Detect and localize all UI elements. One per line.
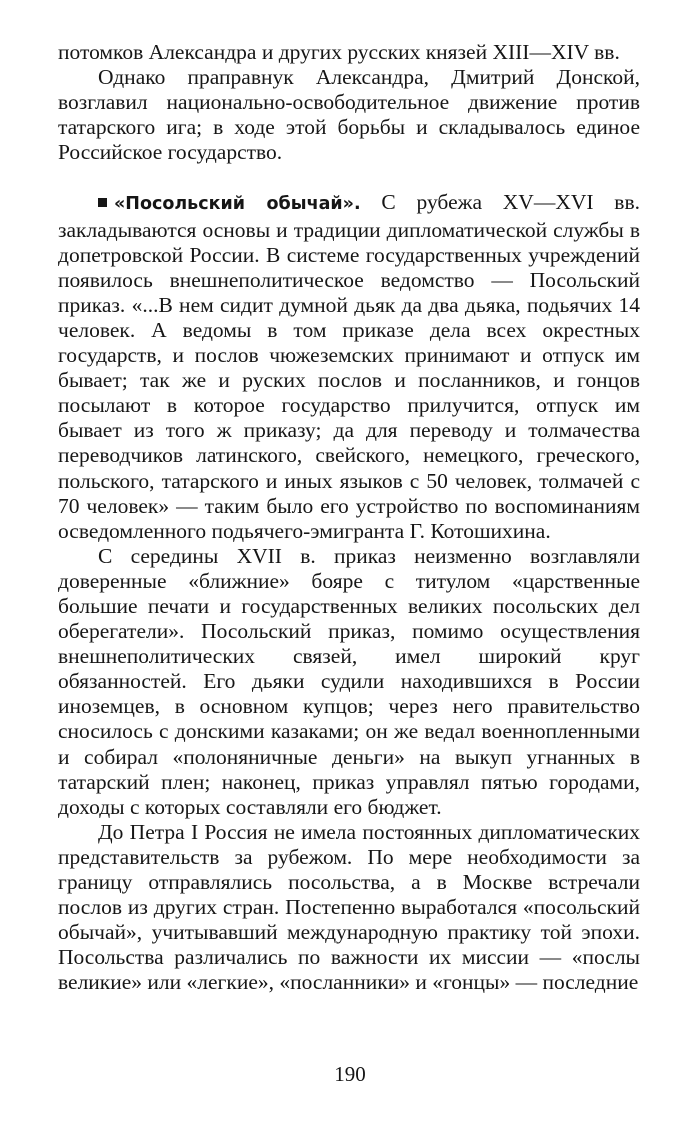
section-spacer [58,165,640,190]
paragraph-before-peter: До Петра I Россия не имела постоянных дипломатических представительств за рубежом. По мере необходимости за границу отправлялись посольства, а в Москве встречали послов из других стран. Постепенно выработался «посольский обычай», учитывавший международную практику той эпохи. Посольства различались по важности их миссии — «послы великие» или «легкие», «посланники» и «гонцы» — последние [58,819,640,995]
section-heading: «Посольский обычай». [114,194,361,215]
page-number: 190 [334,1062,366,1086]
page-body [58,40,640,995]
paragraph-dmitry-donskoy: Однако праправнук Александра, Дмитрий Донской, возглавил национально-освободительное движение против татарского ига; в ходе этой борьбы и складывалось единое Российское государство. [58,65,640,165]
paragraph-posolsky-obychai [58,190,640,543]
paragraph-prikaz-duties: С середины XVII в. приказ неизменно возглавляли доверенные «ближние» бояре с титулом «царственные большие печати и государственных великих посольских дел оберегатели». Посольский приказ, помимо осуществления внешнеполитических связей, имел широкий круг обязанностей. Его дьяки судили находившихся в России иноземцев, в основном купцов; через него правительство сносилось с донскими казаками; он же ведал военнопленными и собирал «полоняничные деньги» на выкуп угнанных в татарский плен; наконец, приказ управлял пятью городами, доходы с которых составляли его бюджет. [58,543,640,819]
section-bullet-icon [98,198,107,207]
paragraph-continuation: потомков Александра и других русских князей XIII—XIV вв. [58,40,620,64]
section-body-text: С рубежа XV—XVI вв. закладываются основы и традиции дипломатической службы в допетровской России. В системе государственных учреждений появилось внешнеполитическое ведомство — Посольский приказ. «...В нем сидит думной дьяк да два дьяка, подьячих 14 человек. А ведомы в том приказе дела всех окрестных государств, и послов чюжеземских принимают и отпуск им бывает; так же и руских послов и посланников, и гонцов посылают в которое государство прилучится, отпуск им бывает из того ж приказу; да для переводу и толмачества переводчиков латинского, свейского, немецкого, греческого, польского, татарского и иных языков с 50 человек, толмачей с 70 человек» — таким было его устройство по воспоминаниям осведомленного подьячего-эмигранта Г. Котошихина. [58,190,640,543]
